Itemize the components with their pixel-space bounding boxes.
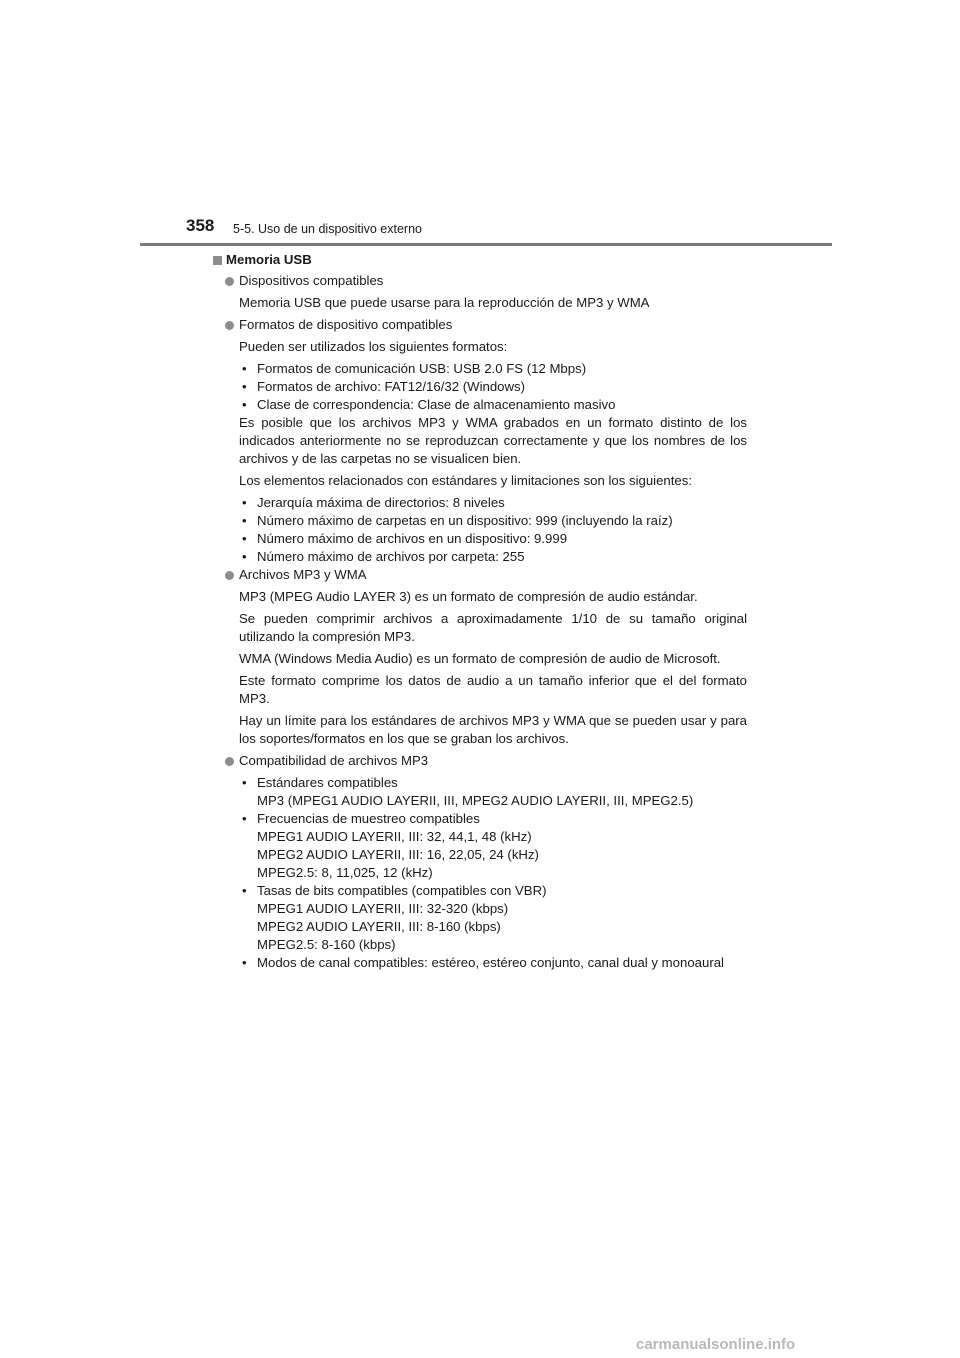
- circle-bullet-icon: [225, 757, 234, 766]
- compat-list: [211, 774, 747, 792]
- list-item: • Tasas de bits compatibles (compatibles con VBR): [242, 883, 547, 898]
- compat-value: MPEG1 AUDIO LAYERII, III: 32-320 (kbps): [257, 901, 509, 916]
- compat-list: [211, 810, 747, 828]
- compat-list: [211, 954, 747, 972]
- list-item: • Número máximo de archivos en un dispositivo: 9.999: [242, 531, 568, 546]
- list-item: • Formatos de comunicación USB: USB 2.0 FS (12 Mbps): [242, 361, 587, 376]
- mp3wma-paragraph: MP3 (MPEG Audio LAYER 3) es un formato de compresión de audio estándar.: [239, 589, 698, 604]
- compat-value: MPEG2 AUDIO LAYERII, III: 8-160 (kbps): [257, 919, 501, 934]
- devices-text: Memoria USB que puede usarse para la reproducción de MP3 y WMA: [239, 295, 650, 310]
- circle-bullet-icon: [225, 321, 234, 330]
- compat-value: MPEG2.5: 8-160 (kbps): [257, 937, 396, 952]
- limits-list: [211, 494, 747, 566]
- formats-list: [211, 360, 747, 414]
- mp3wma-paragraph: Este formato comprime los datos de audio a un tamaño inferior que el del formato MP3.: [239, 673, 747, 706]
- limits-intro: Los elementos relacionados con estándares y limitaciones son los siguientes:: [239, 473, 693, 488]
- subsection-formats: Formatos de dispositivo compatibles: [211, 316, 747, 334]
- mp3wma-paragraph: Se pueden comprimir archivos a aproximadamente 1/10 de su tamaño original utilizando la compresión MP3.: [239, 611, 747, 644]
- compat-list: [211, 882, 747, 900]
- page-number: 358: [186, 216, 215, 235]
- subsection-mp3-wma: Archivos MP3 y WMA: [211, 566, 747, 584]
- circle-bullet-icon: [225, 277, 234, 286]
- list-item: • Frecuencias de muestreo compatibles: [242, 811, 480, 826]
- list-item: • Modos de canal compatibles: estéreo, estéreo conjunto, canal dual y monoaural: [242, 955, 724, 970]
- compat-value: MP3 (MPEG1 AUDIO LAYERII, III, MPEG2 AUDIO LAYERII, III, MPEG2.5): [257, 793, 694, 808]
- list-item: • Clase de correspondencia: Clase de almacenamiento masivo: [242, 397, 616, 412]
- subsection-mp3-compat: Compatibilidad de archivos MP3: [211, 752, 747, 770]
- circle-bullet-icon: [225, 571, 234, 580]
- header-title: 5-5. Uso de un dispositivo externo: [233, 222, 422, 236]
- list-item: • Formatos de archivo: FAT12/16/32 (Windows): [242, 379, 526, 394]
- formats-intro: Pueden ser utilizados los siguientes formatos:: [239, 339, 508, 354]
- page-content: [211, 251, 747, 972]
- compat-value: MPEG2.5: 8, 11,025, 12 (kHz): [257, 865, 433, 880]
- mp3wma-paragraph: Hay un límite para los estándares de archivos MP3 y WMA que se pueden usar y para los soportes/formatos en los que se graban los archivos.: [239, 713, 747, 746]
- watermark: carmanualsonline.info: [636, 1336, 796, 1353]
- header-rule: [140, 243, 832, 246]
- mp3wma-paragraph: WMA (Windows Media Audio) es un formato de compresión de audio de Microsoft.: [239, 651, 721, 666]
- formats-note: Es posible que los archivos MP3 y WMA grabados en un formato distinto de los indicados anteriormente no se reproduzcan correctamente y que los nombres de los archivos y de las carpetas no se visualicen bien.: [239, 415, 747, 466]
- section-heading: Memoria USB: [211, 251, 747, 269]
- compat-value: MPEG2 AUDIO LAYERII, III: 16, 22,05, 24 (kHz): [257, 847, 539, 862]
- subsection-devices: Dispositivos compatibles: [211, 272, 747, 290]
- compat-value: MPEG1 AUDIO LAYERII, III: 32, 44,1, 48 (kHz): [257, 829, 532, 844]
- square-bullet-icon: [213, 256, 222, 265]
- list-item: • Número máximo de archivos por carpeta: 255: [242, 549, 525, 564]
- list-item: • Número máximo de carpetas en un dispositivo: 999 (incluyendo la raíz): [242, 513, 673, 528]
- list-item: • Jerarquía máxima de directorios: 8 niveles: [242, 495, 505, 510]
- list-item: • Estándares compatibles: [242, 775, 398, 790]
